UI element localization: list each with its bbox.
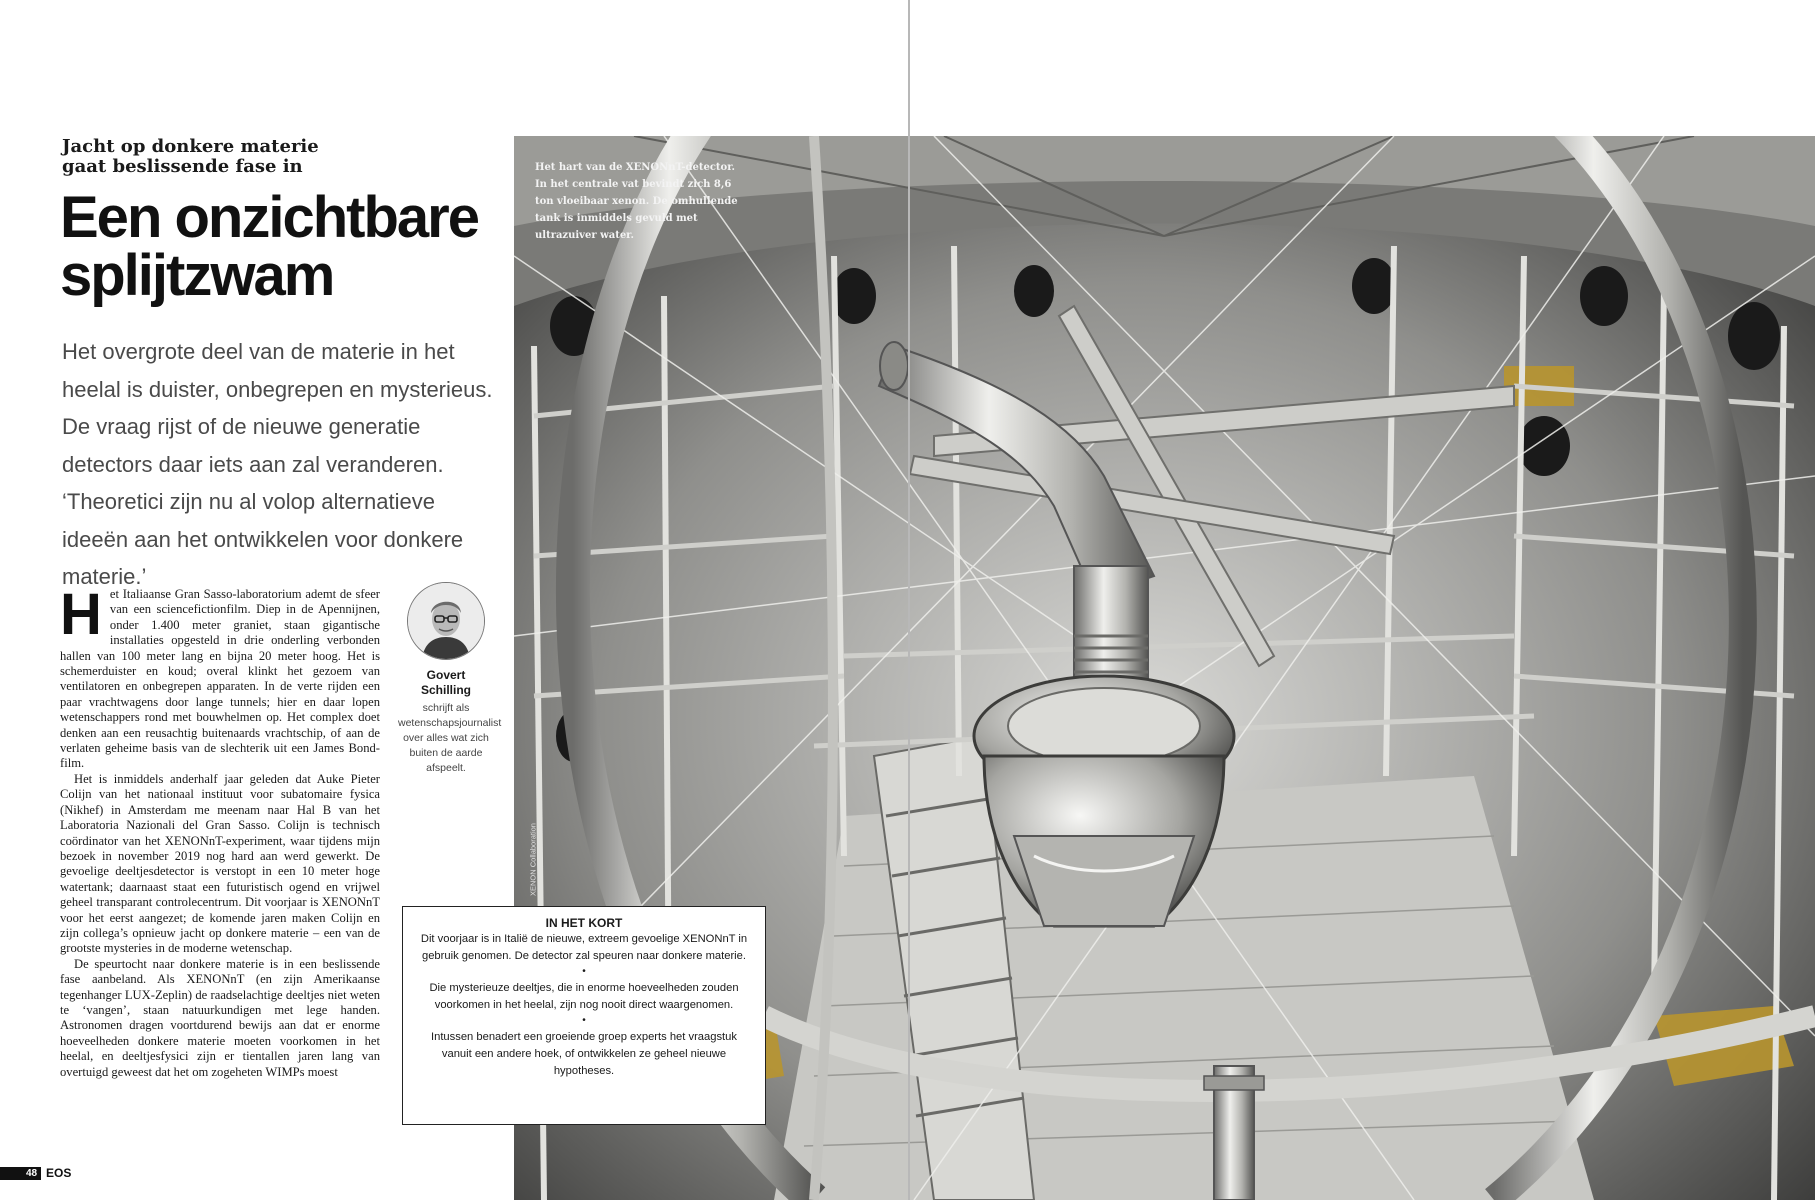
bullet-separator-icon: •	[582, 966, 586, 978]
body-paragraph-text: et Italiaanse Gran Sasso-laboratorium ademt de sfeer van een sciencefictionfilm. Diep in de Apennijnen, onder 1.400 meter graniet, staan gigantische installaties opgesteld in drie onderling verbonden hallen van 100 meter lang en bijna 20 meter hoog. Het is schemerduister en koud; overal klinkt het gezoem van ventilatoren en onbegrepen apparaten. In de verte rijden een paar vrachtwagens door lange tunnels; hier en daar lopen wetenschappers rond met bouwhelmen op. Het complex doet denken aan een reusachtig buitenaards vrachtschip, of aan de verlaten geheime basis van de slechterik uit een James Bond-film.	[60, 587, 380, 771]
photo-caption: Het hart van de XENONnT-detector. In het centrale vat bevindt zich 8,6 ton vloeibaar xenon. De omhullende tank is inmiddels gevuld met ultrazuiver water.	[535, 162, 738, 241]
author-avatar	[407, 582, 485, 660]
folio-bar	[0, 1167, 22, 1180]
article-kicker	[62, 137, 482, 177]
magazine-name: EOS	[46, 1166, 72, 1180]
body-paragraph: De speurtocht naar donkere materie is in een beslissende fase aanbeland. Als XENONnT (en zijn Amerikaanse tegenhanger LUX-Zeplin) de raadselachtige deeltjes niet weten te ‘vangen’, staan natuurkundigen met lege handen. Astronomen dragen voortdurend bewijs aan dat er enorme hoeveelheden donkere materie moeten voorkomen in het heelal, en deeltjesfysici zijn er tientallen jaren lang van overtuigd geweest dat het om zogeheten WIMPs moest	[60, 956, 380, 1079]
body-paragraph	[60, 582, 380, 772]
photo-credit-text: XENON Collaboration	[528, 823, 538, 896]
author-box	[398, 582, 502, 776]
in-brief-item: Die mysterieuze deeltjes, die in enorme hoeveelheden zouden voorkomen in het heelal, zijn nog nooit direct waargenomen.	[429, 982, 739, 1011]
bullet-separator-icon: •	[582, 1015, 586, 1027]
author-first-name: Govert	[426, 668, 466, 682]
article-body	[60, 582, 380, 1080]
author-bio: schrijft als wetenschapsjournalist over alles wat zich buiten de aarde afspeelt.	[398, 702, 502, 774]
author-portrait-icon	[408, 583, 484, 659]
in-brief-box	[402, 906, 766, 1125]
photo-credit	[528, 815, 538, 905]
page-folio	[0, 1166, 74, 1181]
headline-line-1: Een onzichtbare	[60, 185, 478, 250]
body-paragraph: Het is inmiddels anderhalf jaar geleden dat Auke Pieter Colijn van het nationaal instituut voor subatomaire fysica (Nikhef) in Amsterdam me meenam naar Hal B van het Laboratoria Nazionali del Gran Sasso. Colijn is technisch coördinator van het XENONnT-experiment, waar tijdens mijn bezoek in november 2019 nog hard aan werd gewerkt. De gevoelige deeltjesdetector is verstopt in een 10 meter hoge watertank; daarnaast staat een futuristisch ogend en vrijwel geheel transparant controlecentrum. Dit voorjaar is XENONnT voor het eerst aangezet; de komende jaren maken Colijn en zijn collega’s opnieuw jacht op donkere materie – een van de grootste mysteries in de moderne wetenschap.	[60, 771, 380, 956]
in-brief-title: IN HET KORT	[545, 916, 623, 930]
author-last-name: Schilling	[420, 683, 471, 697]
headline-line-2: splijtzwam	[60, 243, 334, 308]
article-lead: Het overgrote deel van de materie in het heelal is duister, onbegrepen en mysterieus. De vraag rijst of de nieuwe generatie detectors daar iets aan zal veranderen. ‘Theoretici zijn nu al volop alternatieve ideeën aan het ontwikkelen voor donkere materie.’	[62, 339, 493, 589]
article-headline	[60, 185, 500, 308]
in-brief-item: Dit voorjaar is in Italië de nieuwe, extreem gevoelige XENONnT in gebruik genomen. De detector zal speuren naar donkere materie.	[420, 933, 748, 962]
kicker-line-2: gaat beslissende fase in	[62, 156, 303, 177]
drop-cap: H	[60, 582, 102, 647]
page-number: 48	[22, 1167, 41, 1180]
kicker-line-1: Jacht op donkere materie	[62, 136, 319, 157]
page-gutter-divider	[908, 0, 910, 1200]
author-name	[398, 668, 494, 698]
in-brief-item: Intussen benadert een groeiende groep experts het vraagstuk vanuit een andere hoek, of ontwikkelen ze geheel nieuwe hypotheses.	[430, 1031, 737, 1077]
